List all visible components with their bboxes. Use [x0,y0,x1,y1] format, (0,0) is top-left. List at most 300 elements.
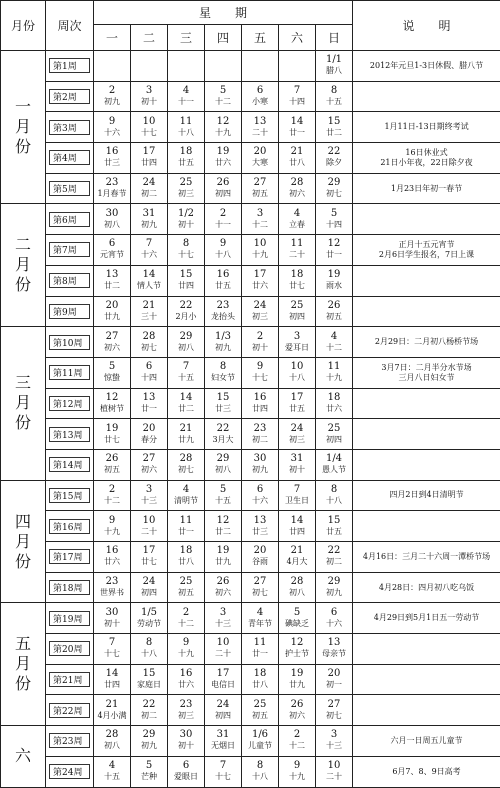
day-cell [316,51,353,82]
day-cell [94,357,131,388]
lunar-date: 初五 [326,311,342,321]
lunar-date: 初三 [289,434,305,444]
day-cell [279,664,316,695]
lunar-date: 十八 [215,250,231,260]
day-cell [279,726,316,757]
week-note [353,419,500,450]
day-cell [168,51,205,82]
lunar-date: 初五 [178,588,194,598]
day-cell [279,112,316,143]
solar-date: 23 [105,576,119,588]
week-row [1,81,500,112]
week-cell [46,112,94,143]
solar-date: 11 [327,361,341,373]
day-cell [168,449,205,480]
week-number: 第19周 [49,611,90,626]
solar-date: 18 [290,269,304,281]
lunar-date: 廿三 [252,526,268,536]
solar-date: 4 [330,330,338,342]
solar-date: 6 [108,238,116,250]
lunar-date: 初五 [252,710,268,720]
solar-date: 24 [142,177,156,189]
day-cell [94,81,131,112]
day-cell [279,265,316,296]
day-cell [242,265,279,296]
week-cell [46,173,94,204]
lunar-date: 廿九 [215,557,231,567]
week-row [1,726,500,757]
lunar-date: 初九 [215,342,231,352]
lunar-date: 十二 [289,741,305,751]
lunar-date: 廿八 [178,557,194,567]
day-cell [205,265,242,296]
day-cell [131,143,168,174]
week-row [1,542,500,573]
day-cell [131,756,168,787]
lunar-date: 十五 [104,772,120,782]
lunar-date: 初十 [178,219,194,229]
week-row [1,388,500,419]
solar-date: 26 [216,177,230,189]
lunar-date: 廿四 [178,281,194,291]
week-cell [46,81,94,112]
solar-date: 13 [327,637,341,649]
lunar-date: 廿六 [252,281,268,291]
lunar-date: 4月小满 [97,710,127,720]
lunar-date: 十一 [178,97,194,107]
month-label: 二 月 份 [1,204,46,327]
day-cell [131,511,168,542]
day-cell [168,634,205,665]
solar-date: 21 [105,698,119,710]
week-number: 第17周 [49,549,90,564]
week-row [1,480,500,511]
solar-date: 29 [142,729,156,741]
solar-date: 3 [330,729,338,741]
day-cell [168,419,205,450]
lunar-date: 廿二 [215,526,231,536]
day-cell [94,664,131,695]
day-cell [242,112,279,143]
solar-date: 1/5 [140,606,158,618]
solar-date: 23 [105,177,119,189]
day-cell [168,572,205,603]
lunar-date: 腊八 [326,66,342,76]
lunar-date: 十九 [215,127,231,137]
week-row [1,173,500,204]
solar-date: 20 [105,299,119,311]
day-cell [131,327,168,358]
lunar-date: 初四 [141,588,157,598]
solar-date: 6 [256,85,264,97]
day-cell [242,204,279,235]
solar-date: 13 [142,391,156,403]
solar-date: 11 [179,115,193,127]
week-number: 第6周 [49,212,90,227]
day-cell [316,265,353,296]
day-cell [242,173,279,204]
day-cell [279,143,316,174]
solar-date: 19 [290,668,304,680]
day-cell [131,51,168,82]
week-number: 第3周 [49,120,90,135]
day-cell [205,726,242,757]
day-cell [94,756,131,787]
week-cell [46,756,94,787]
day-cell [131,265,168,296]
solar-date: 24 [290,422,304,434]
week-row [1,756,500,787]
day-cell [279,449,316,480]
solar-date: 2 [182,606,190,618]
week-cell [46,51,94,82]
day-cell [131,572,168,603]
week-row [1,112,500,143]
lunar-date: 十六 [326,618,342,628]
lunar-date: 十七 [215,772,231,782]
lunar-date: 初七 [252,588,268,598]
solar-date: 13 [105,269,119,281]
week-note [353,204,500,235]
lunar-date: 廿八 [289,158,305,168]
day-cell [242,726,279,757]
day-cell [131,449,168,480]
day-cell [279,51,316,82]
lunar-date: 初十 [289,465,305,475]
week-row [1,449,500,480]
solar-date: 18 [327,391,341,403]
lunar-date: 廿四 [252,403,268,413]
day-cell [168,511,205,542]
solar-date: 28 [179,453,193,465]
lunar-date: 十一 [215,219,231,229]
lunar-date: 三十 [141,311,157,321]
lunar-date: 元宵节 [100,250,124,260]
solar-date: 7 [182,361,190,373]
lunar-date: 初九 [141,741,157,751]
week-number: 第20周 [49,641,90,656]
solar-date: 15 [327,514,341,526]
day-cell [131,634,168,665]
solar-date: 29 [216,453,230,465]
weekday-header: 四 [205,25,242,51]
lunar-date: 立春 [289,219,305,229]
day-cell [131,357,168,388]
solar-date: 22 [216,422,230,434]
solar-date: 5 [219,483,227,495]
day-cell [205,511,242,542]
week-note: 1月11日-13日期终考试 [353,112,500,143]
lunar-date: 廿一 [289,127,305,137]
day-cell [279,542,316,573]
lunar-date: 十三 [215,618,231,628]
lunar-date: 廿二 [178,403,194,413]
solar-date: 11 [179,514,193,526]
solar-date: 14 [290,115,304,127]
day-cell [168,664,205,695]
day-cell [316,756,353,787]
solar-date: 6 [330,606,338,618]
weekday-header: 六 [279,25,316,51]
day-cell [168,143,205,174]
solar-date: 24 [142,576,156,588]
day-cell [94,204,131,235]
lunar-date: 十七 [104,649,120,659]
lunar-date: 廿六 [215,158,231,168]
week-number: 第8周 [49,273,90,288]
solar-date: 22 [179,299,193,311]
lunar-date: 二十 [326,772,342,782]
solar-date: 8 [330,483,338,495]
day-cell [94,419,131,450]
solar-date: 1/6 [251,729,269,741]
day-cell [168,357,205,388]
solar-date: 20 [253,545,267,557]
lunar-date: 青年节 [248,618,272,628]
day-cell [316,480,353,511]
day-cell [131,388,168,419]
week-row [1,235,500,266]
solar-date: 22 [142,698,156,710]
day-cell [205,173,242,204]
lunar-date: 廿七 [289,281,305,291]
solar-date: 8 [256,760,264,772]
day-cell [316,664,353,695]
day-cell [131,112,168,143]
week-number: 第7周 [49,242,90,257]
solar-date: 9 [182,637,190,649]
solar-date: 7 [293,85,301,97]
lunar-date: 初六 [215,588,231,598]
solar-date: 24 [216,698,230,710]
solar-date: 11 [290,238,304,250]
weekday-header: 三 [168,25,205,51]
lunar-date: 植树节 [100,403,124,413]
solar-date: 10 [253,238,267,250]
lunar-date: 谷雨 [252,557,268,567]
day-cell [94,51,131,82]
solar-date: 19 [327,269,341,281]
solar-date: 22 [327,545,341,557]
day-cell [316,173,353,204]
day-cell [242,664,279,695]
day-cell [94,726,131,757]
lunar-date: 廿一 [252,649,268,659]
solar-date: 23 [216,299,230,311]
solar-date: 28 [142,330,156,342]
lunar-date: 十九 [104,526,120,536]
day-cell [168,388,205,419]
day-cell [242,51,279,82]
solar-date: 2 [256,330,264,342]
week-row [1,265,500,296]
solar-date: 8 [145,637,153,649]
week-cell [46,204,94,235]
lunar-date: 世界书 [100,588,124,598]
lunar-date: 初五 [252,189,268,199]
day-cell [242,480,279,511]
week-number: 第23周 [49,733,90,748]
day-cell [168,81,205,112]
day-cell [242,756,279,787]
lunar-date: 初六 [141,465,157,475]
lunar-date: 初三 [178,189,194,199]
weekday-group-header: 星 期 [94,1,353,25]
week-cell [46,449,94,480]
week-note [353,81,500,112]
day-cell [279,695,316,726]
solar-date: 29 [327,576,341,588]
week-cell [46,634,94,665]
week-number: 第16周 [49,519,90,534]
week-note [353,695,500,726]
lunar-date: 初八 [215,465,231,475]
solar-date: 17 [290,391,304,403]
weekday-header: 一 [94,25,131,51]
day-cell [279,603,316,634]
solar-date: 26 [290,698,304,710]
lunar-date: 无烟日 [211,741,235,751]
week-row [1,603,500,634]
day-cell [131,81,168,112]
week-cell [46,327,94,358]
week-note: 四月2日到4日清明节 [353,480,500,511]
solar-date: 29 [179,330,193,342]
lunar-date: 廿二 [326,127,342,137]
solar-date: 13 [253,514,267,526]
lunar-date: 儿童节 [248,741,272,751]
solar-date: 12 [327,238,341,250]
solar-date: 9 [108,115,116,127]
lunar-date: 初四 [289,311,305,321]
day-cell [279,173,316,204]
lunar-date: 十八 [141,649,157,659]
solar-date: 9 [219,238,227,250]
solar-date: 20 [142,422,156,434]
day-cell [279,357,316,388]
day-cell [205,296,242,327]
day-cell [94,449,131,480]
day-cell [168,695,205,726]
day-cell [316,511,353,542]
week-number: 第4周 [49,150,90,165]
solar-date: 3 [219,606,227,618]
week-note: 6月7、8、9日高考 [353,756,500,787]
solar-date: 1/1 [325,54,343,66]
day-cell [168,296,205,327]
week-note [353,296,500,327]
month-label: 五 月 份 [1,603,46,726]
month-label: 四 月 份 [1,480,46,603]
week-number: 第12周 [49,396,90,411]
solar-date: 26 [105,453,119,465]
week-row [1,419,500,450]
day-cell [168,204,205,235]
day-cell [279,756,316,787]
lunar-date: 清明节 [174,495,198,505]
lunar-date: 惊蛰 [104,373,120,383]
solar-date: 30 [179,729,193,741]
lunar-date: 廿三 [215,403,231,413]
day-cell [205,756,242,787]
lunar-date: 初九 [252,465,268,475]
day-cell [205,51,242,82]
day-cell [168,603,205,634]
lunar-date: 十三 [326,741,342,751]
lunar-date: 初一 [326,680,342,690]
solar-date: 16 [105,545,119,557]
week-row [1,143,500,174]
day-cell [316,204,353,235]
month-label: 六 [1,726,46,787]
day-cell [205,357,242,388]
solar-date: 31 [216,729,230,741]
day-cell [316,572,353,603]
week-number: 第13周 [49,427,90,442]
week-note: 16日休业式 21日小年夜，22日除夕夜 [353,143,500,174]
week-number: 第24周 [49,764,90,779]
solar-date: 10 [290,361,304,373]
day-cell [316,419,353,450]
lunar-date: 初二 [141,710,157,720]
week-cell [46,511,94,542]
week-cell [46,572,94,603]
day-cell [316,112,353,143]
lunar-date: 十六 [141,250,157,260]
lunar-date: 廿一 [141,403,157,413]
lunar-date: 雨水 [326,281,342,291]
solar-date: 8 [219,361,227,373]
week-cell [46,419,94,450]
solar-date: 25 [290,299,304,311]
day-cell [279,634,316,665]
solar-date: 6 [145,361,153,373]
solar-date: 9 [108,514,116,526]
week-number: 第9周 [49,304,90,319]
day-cell [168,726,205,757]
solar-date: 27 [142,453,156,465]
day-cell [94,572,131,603]
solar-date: 18 [179,146,193,158]
day-cell [279,81,316,112]
week-note: 2012年元旦1-3日休假、腊八节 [353,51,500,82]
solar-date: 4 [182,483,190,495]
day-cell [316,296,353,327]
lunar-date: 初七 [326,710,342,720]
lunar-date: 初八 [104,219,120,229]
lunar-date: 初十 [141,97,157,107]
day-cell [279,388,316,419]
calendar-body [1,51,500,788]
lunar-date: 廿五 [178,158,194,168]
day-cell [205,664,242,695]
solar-date: 19 [105,422,119,434]
solar-date: 4 [108,760,116,772]
solar-date: 23 [179,698,193,710]
lunar-date: 二十 [252,127,268,137]
lunar-date: 十九 [326,373,342,383]
day-cell [205,81,242,112]
solar-date: 26 [216,576,230,588]
day-cell [205,112,242,143]
lunar-date: 廿七 [141,557,157,567]
lunar-date: 十九 [178,649,194,659]
solar-date: 3 [256,207,264,219]
lunar-date: 廿四 [104,680,120,690]
solar-date: 28 [290,576,304,588]
lunar-date: 十四 [141,373,157,383]
lunar-date: 家庭日 [137,680,161,690]
